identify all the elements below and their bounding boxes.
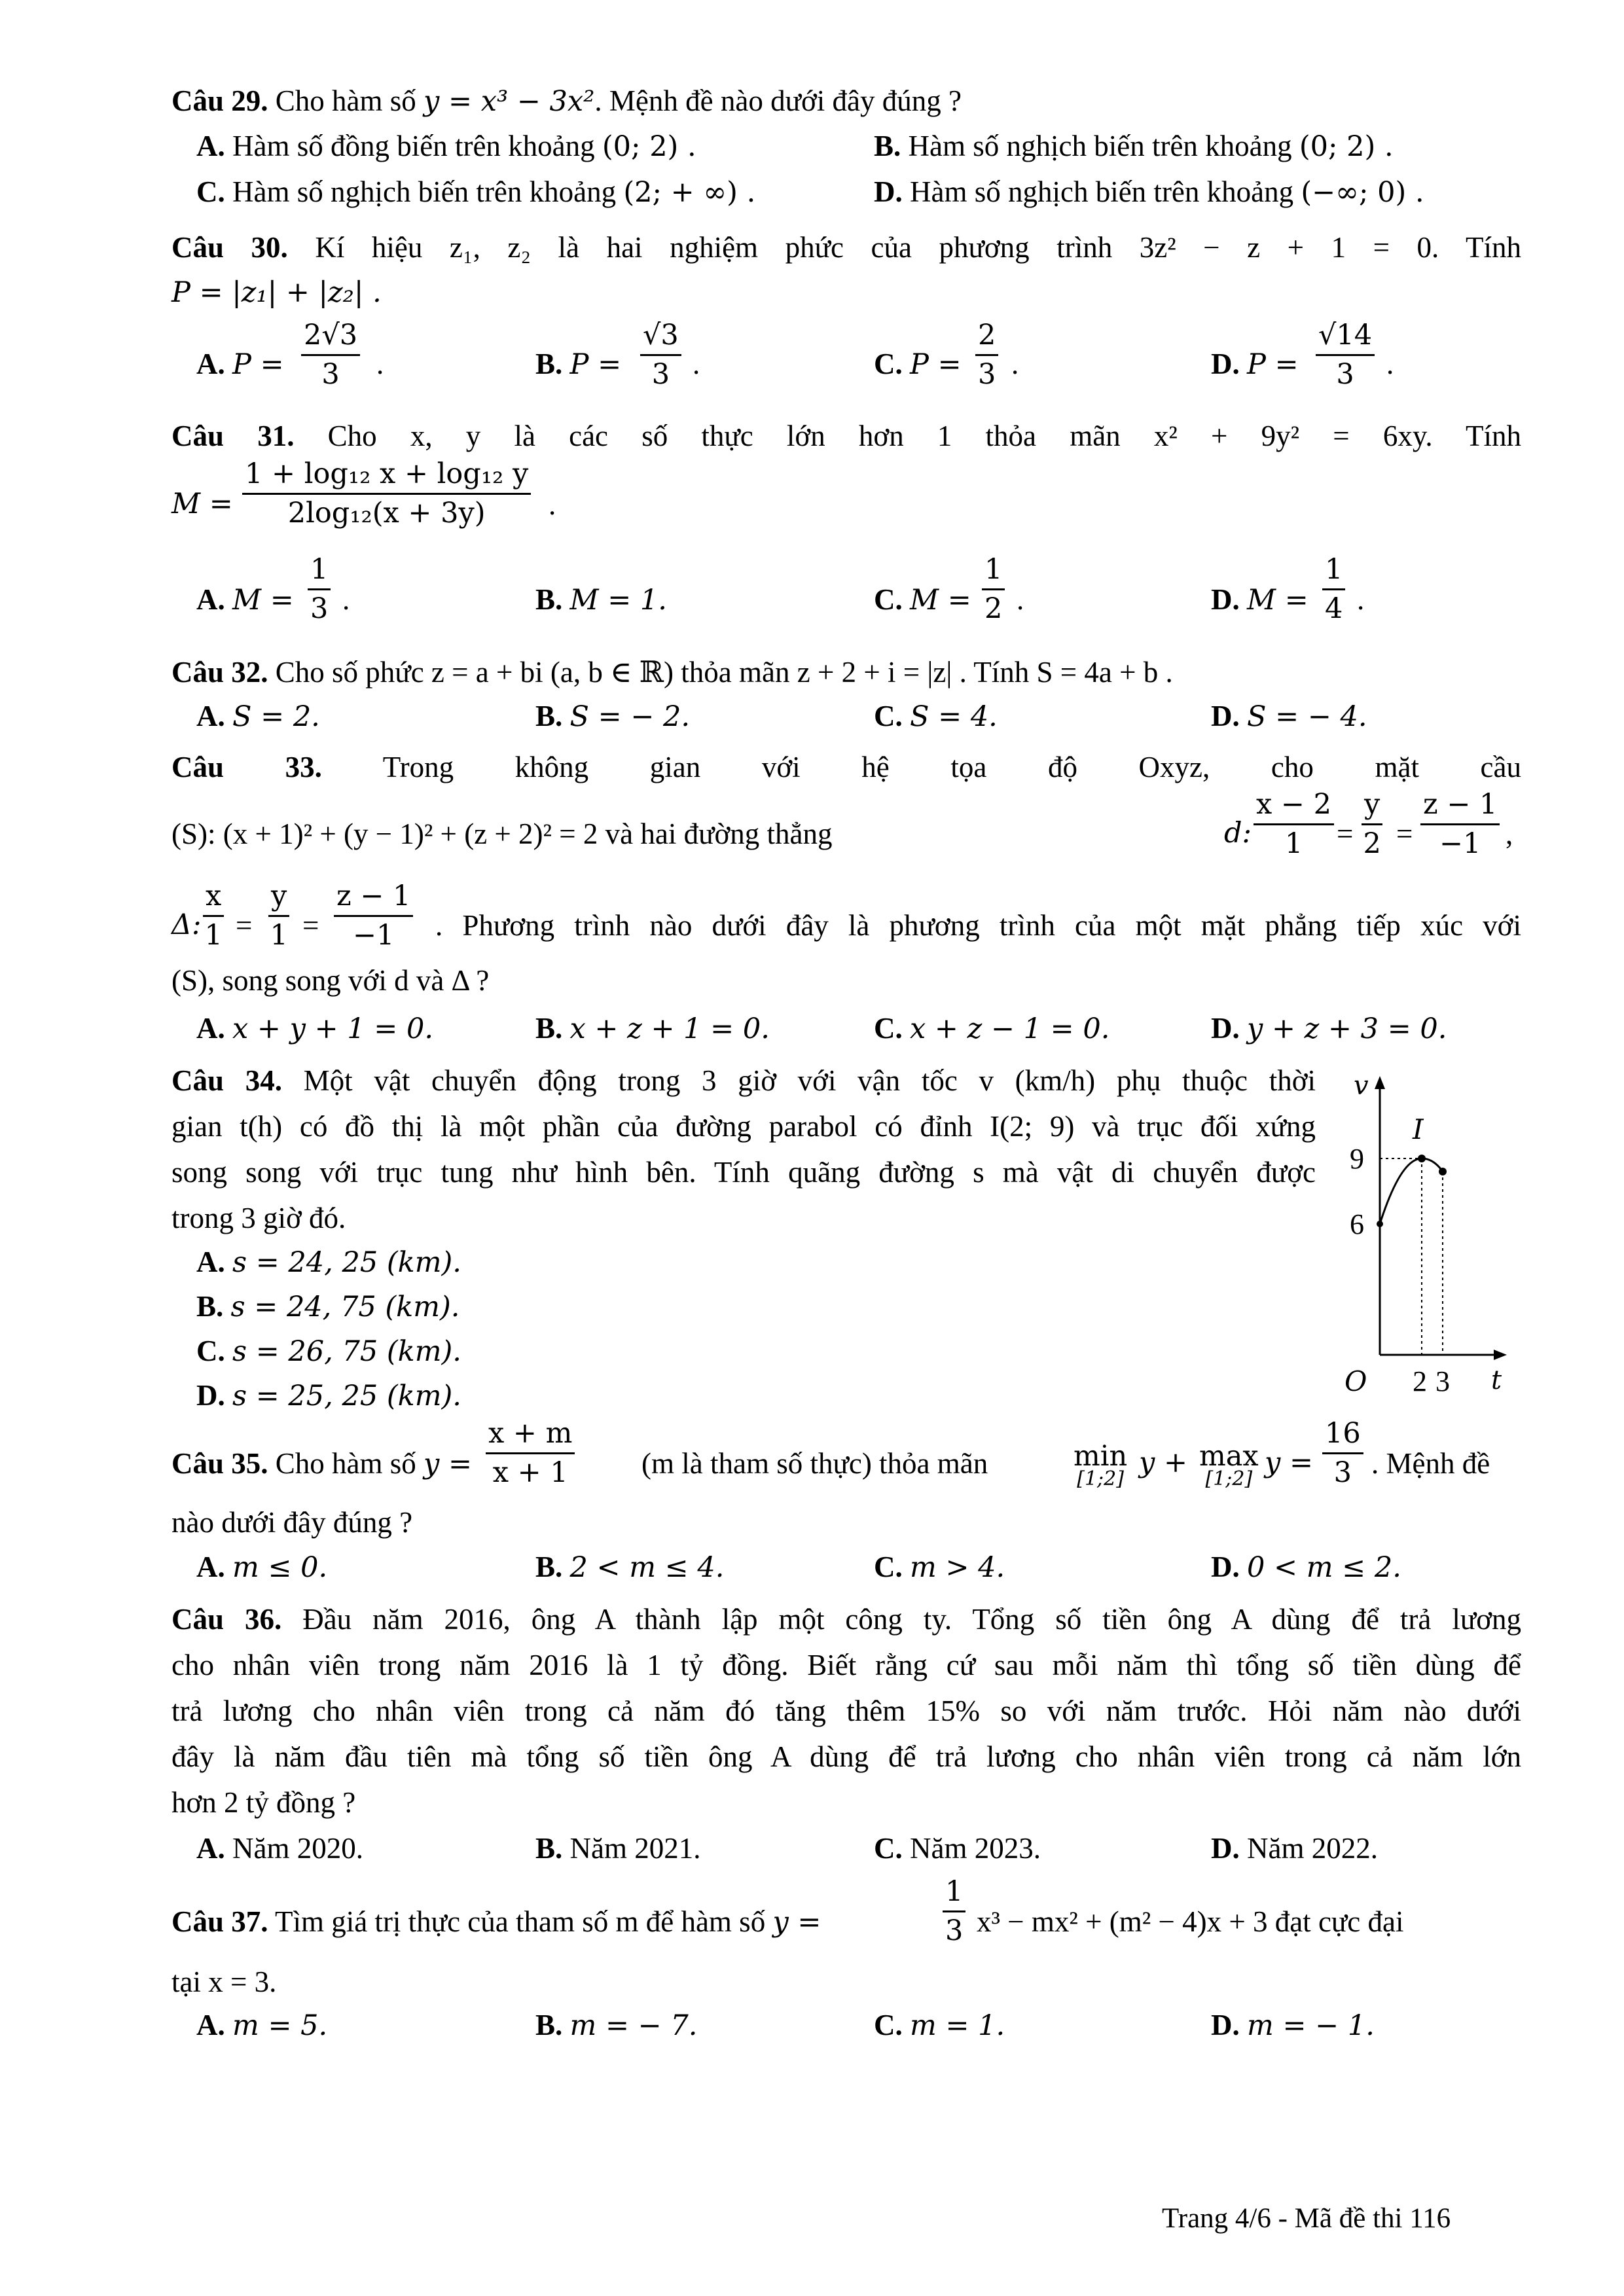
- q32-option-a: A. S = 2.: [196, 700, 320, 733]
- q31-m-end: .: [549, 488, 556, 521]
- tick-v9: 9: [1350, 1143, 1364, 1175]
- tick-t2: 2: [1413, 1365, 1427, 1397]
- velocity-graph: [1335, 1073, 1519, 1414]
- q33-delta-fraction-1: $\frac{x}{1}$: [203, 880, 224, 952]
- q33-option-b: B. x + z + 1 = 0.: [535, 1012, 770, 1045]
- q33-delta-fraction-3: $\frac{z - 1}{-1}$: [334, 880, 413, 952]
- q37-option-c: C. m = 1.: [874, 2009, 1005, 2042]
- q33-d-comma: ,: [1506, 817, 1513, 850]
- q30-option-a-fraction: $\frac{2√3}{3}$: [301, 319, 360, 391]
- origin-label: O: [1344, 1365, 1367, 1397]
- q36-option-c: C. Năm 2023.: [874, 1832, 1041, 1865]
- q31-option-a-label: A. M =: [196, 583, 294, 617]
- start-point: [1377, 1221, 1383, 1227]
- q35-stem-b: (m là tham số thực) thỏa mãn: [641, 1447, 988, 1480]
- q31-stem: Câu 31. Cho x, y là các số thực lớn hơn 1 thỏa mãn x² + 9y² = 6xy. Tính: [171, 420, 1522, 452]
- q34-option-b: B. s = 24, 75 (km).: [196, 1290, 460, 1323]
- q34-stem-1: Câu 34. Một vật chuyển động trong 3 giờ với vận tốc v (km/h) phụ thuộc thời: [171, 1064, 1316, 1097]
- q33-stem-3: . Phương trình nào dưới đây là phương trình của một mặt phẳng tiếp xúc với: [435, 909, 1521, 942]
- q30-option-b-end: .: [693, 348, 700, 380]
- q29-option-a: A. Hàm số đồng biến trên khoảng (0; 2) .: [196, 130, 696, 163]
- q37-option-a: A. m = 5.: [196, 2009, 328, 2042]
- v-axis-arrow: [1375, 1076, 1385, 1089]
- tick-t3: 3: [1435, 1365, 1450, 1397]
- q32-option-d: D. S = − 4.: [1211, 700, 1367, 733]
- q33-delta-eq-1: =: [236, 909, 253, 942]
- q33-delta-fraction-2: $\frac{y}{1}$: [268, 880, 289, 952]
- q31-option-a-fraction: $\frac{1}{3}$: [308, 554, 331, 626]
- q30-option-b-fraction: $\frac{√3}{3}$: [640, 319, 681, 391]
- tick-v6: 6: [1350, 1208, 1364, 1240]
- q35-eq: y =: [1265, 1446, 1313, 1479]
- end-point: [1439, 1168, 1447, 1175]
- q34-stem-4: trong 3 giờ đó.: [171, 1202, 346, 1234]
- q37-stem-2: tại x = 3.: [171, 1965, 277, 1998]
- q29-option-b: B. Hàm số nghịch biến trên khoảng (0; 2) .: [874, 130, 1394, 163]
- q29-stem: Câu 29. Cho hàm số y = x³ − 3x². Mệnh đề nào dưới đây đúng ?: [171, 84, 962, 118]
- q31-option-b: B. M = 1.: [535, 583, 667, 617]
- q33-d-fraction-3: $\frac{z - 1}{-1}$: [1420, 789, 1500, 861]
- q31-option-c-end: .: [1017, 583, 1024, 616]
- q37-stem-a: Câu 37. Tìm giá trị thực của tham số m để hàm số y =: [171, 1905, 821, 1939]
- q32-option-b: B. S = − 2.: [535, 700, 691, 733]
- q36-option-b: B. Năm 2021.: [535, 1832, 701, 1865]
- q29-option-d: D. Hàm số nghịch biến trên khoảng (−∞; 0) .: [874, 175, 1424, 209]
- q34-option-c: C. s = 26, 75 (km).: [196, 1335, 461, 1368]
- q33-d-eq-2: =: [1396, 817, 1413, 850]
- vertex-point: [1418, 1155, 1426, 1162]
- q31-m-lhs: M =: [171, 488, 233, 520]
- q33-d-eq-1: =: [1337, 817, 1354, 850]
- q34-stem-3: song song với trục tung như hình bên. Tính quãng đường s mà vật di chuyển được: [171, 1156, 1316, 1189]
- q35-option-a: A. m ≤ 0.: [196, 1551, 328, 1584]
- q36-stem-4: đây là năm đầu tiên mà tổng số tiền ông A dùng để trả lương cho nhân viên trong cả năm lớn: [171, 1740, 1521, 1773]
- q36-stem-3: trả lương cho nhân viên trong cả năm đó tăng thêm 15% so với năm trước. Hỏi năm nào dưới: [171, 1695, 1521, 1727]
- q34-option-d: D. s = 25, 25 (km).: [196, 1379, 461, 1412]
- q35-option-c: C. m > 4.: [874, 1551, 1005, 1584]
- q37-fraction: $\frac{1}{3}$: [943, 1876, 965, 1948]
- q35-option-b: B. 2 < m ≤ 4.: [535, 1551, 725, 1584]
- q31-option-d-end: .: [1357, 583, 1365, 616]
- q31-option-d-label: D. M =: [1211, 583, 1308, 617]
- page-footer: Trang 4/6 - Mã đề thi 116: [1162, 2203, 1451, 2234]
- q33-stem-4: (S), song song với d và Δ ?: [171, 964, 490, 997]
- q32-option-c: C. S = 4.: [874, 700, 998, 733]
- q30-option-c-end: .: [1011, 348, 1019, 380]
- q32-stem: Câu 32. Cho số phức z = a + bi (a, b ∈ ℝ) thỏa mãn z + 2 + i = |z| . Tính S = 4a + b .: [171, 656, 1173, 689]
- q30-option-a-label: A. P =: [196, 348, 284, 381]
- q31-option-a-end: .: [342, 583, 350, 616]
- q33-sphere: (S): (x + 1)² + (y − 1)² + (z + 2)² = 2 và hai đường thẳng: [171, 817, 833, 850]
- q30-option-a-end: .: [376, 348, 384, 380]
- q30-option-d-end: .: [1386, 348, 1394, 380]
- q35-option-d: D. 0 < m ≤ 2.: [1211, 1551, 1401, 1584]
- q35-stem-a: Câu 35. Cho hàm số y =: [171, 1447, 473, 1480]
- q31-option-c-fraction: $\frac{1}{2}$: [982, 554, 1005, 626]
- parabola-curve: [1380, 1158, 1443, 1224]
- q35-plus: y +: [1139, 1446, 1187, 1479]
- t-axis-arrow: [1494, 1350, 1507, 1360]
- q35-stem-2: nào dưới đây đúng ?: [171, 1506, 413, 1539]
- q35-stem-c: . Mệnh đề: [1371, 1447, 1490, 1480]
- q30-option-b-label: B. P =: [535, 348, 622, 381]
- q33-option-d: D. y + z + 3 = 0.: [1211, 1012, 1447, 1045]
- q35-min: min [1;2]: [1074, 1440, 1128, 1490]
- q30-option-d-label: D. P =: [1211, 348, 1299, 381]
- q30-stem-2: P = |z₁| + |z₂| .: [171, 276, 382, 309]
- q35-max: max [1;2]: [1199, 1440, 1259, 1490]
- q36-stem-2: cho nhân viên trong năm 2016 là 1 tỷ đồng. Biết rằng cứ sau mỗi năm thì tổng số tiền dùng để: [171, 1649, 1521, 1681]
- q31-m-fraction: $\frac{\text{1 + log₁₂ x + log₁₂ y}}{\text{2log₁₂(x + 3y)}}$: [242, 458, 531, 530]
- q29-label: Câu 29.: [171, 84, 268, 117]
- q33-d-fraction-2: $\frac{y}{2}$: [1362, 789, 1382, 861]
- q37-stem-b: x³ − mx² + (m² − 4)x + 3 đạt cực đại: [977, 1905, 1404, 1938]
- q36-option-a: A. Năm 2020.: [196, 1832, 363, 1865]
- t-label: t: [1491, 1365, 1502, 1395]
- q34-option-a: A. s = 24, 25 (km).: [196, 1246, 461, 1279]
- q36-stem-1: Câu 36. Đầu năm 2016, ông A thành lập một công ty. Tổng số tiền ông A dùng để trả lương: [171, 1603, 1522, 1636]
- q37-option-b: B. m = − 7.: [535, 2009, 698, 2042]
- q33-option-a: A. x + y + 1 = 0.: [196, 1012, 434, 1045]
- q30-option-d-fraction: $\frac{√14}{3}$: [1316, 319, 1375, 391]
- q37-option-d: D. m = − 1.: [1211, 2009, 1375, 2042]
- q36-stem-5: hơn 2 tỷ đồng ?: [171, 1786, 356, 1819]
- q35-result-fraction: $\frac{16}{3}$: [1322, 1418, 1363, 1490]
- q31-option-c-label: C. M =: [874, 583, 971, 617]
- q34-stem-2: gian t(h) có đồ thị là một phần của đường parabol có đỉnh I(2; 9) và trục đối xứng: [171, 1110, 1316, 1143]
- q33-delta-eq-2: =: [302, 909, 319, 942]
- q33-stem: Câu 33. Trong không gian với hệ tọa độ Oxyz, cho mặt cầu: [171, 751, 1522, 783]
- q33-delta-lhs: Δ:: [171, 908, 202, 941]
- q33-option-c: C. x + z − 1 = 0.: [874, 1012, 1110, 1045]
- q33-d-lhs: d:: [1224, 817, 1252, 850]
- q30-option-c-fraction: $\frac{2}{3}$: [975, 319, 998, 391]
- q29-option-c: C. Hàm số nghịch biến trên khoảng (2; + ∞) .: [196, 175, 756, 209]
- q30-option-c-label: C. P =: [874, 348, 962, 381]
- v-label: v: [1354, 1073, 1369, 1101]
- q33-d-fraction-1: $\frac{x - 2}{1}$: [1254, 789, 1334, 861]
- q30-stem: Câu 30. Kí hiệu z₁, z₂ là hai nghiệm phức của phương trình 3z² − z + 1 = 0. Tính: [171, 231, 1521, 264]
- q31-option-d-fraction: $\frac{1}{4}$: [1322, 554, 1345, 626]
- q36-option-d: D. Năm 2022.: [1211, 1832, 1378, 1865]
- q35-function-fraction: $\frac{x + m}{x + 1}$: [486, 1418, 575, 1490]
- vertex-label: I: [1413, 1113, 1424, 1145]
